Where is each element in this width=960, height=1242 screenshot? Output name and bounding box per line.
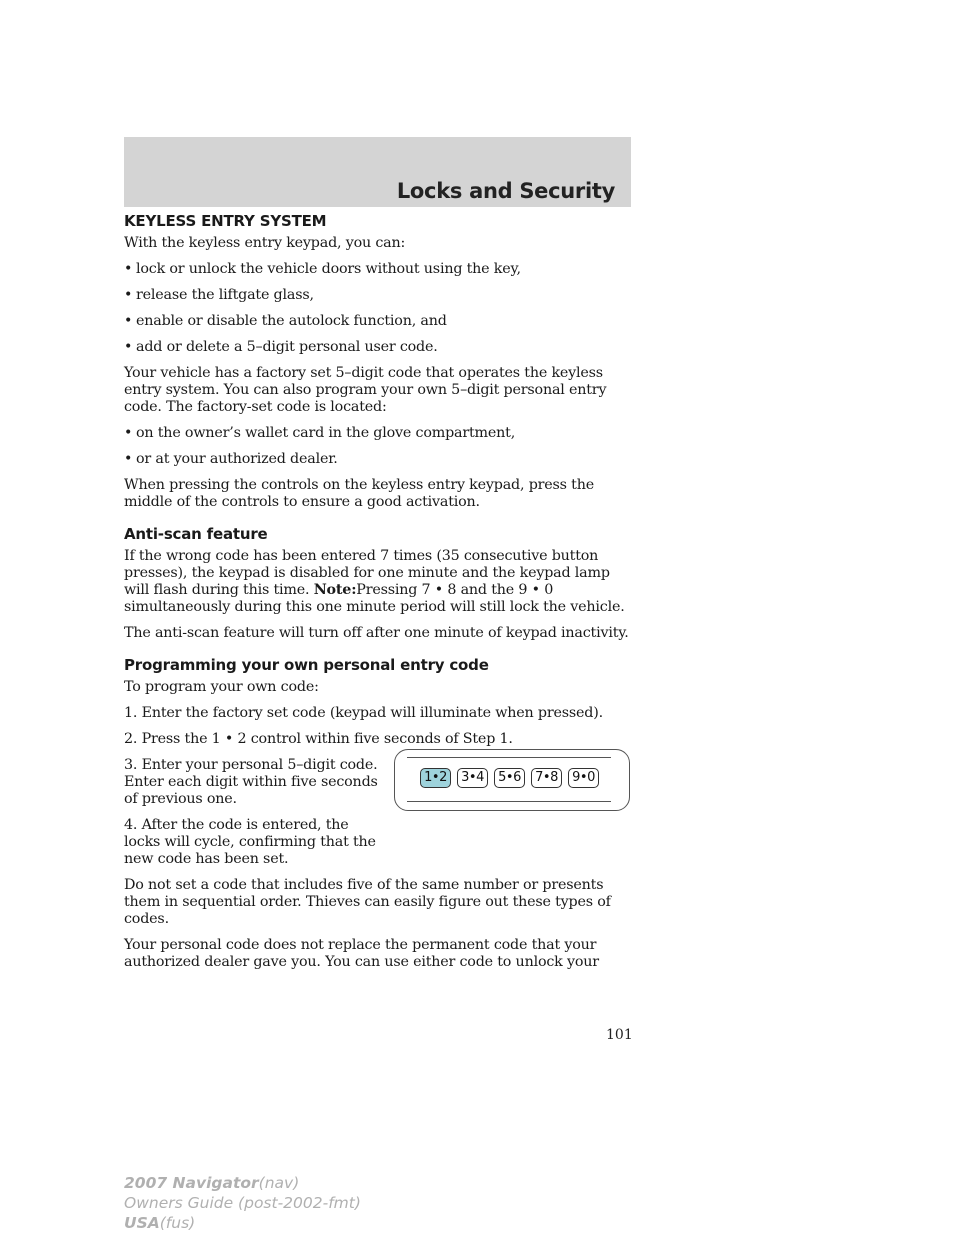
footer-model: 2007 Navigator: [124, 1174, 259, 1192]
header-band: [124, 137, 631, 207]
keypad-buttons: [420, 768, 599, 788]
heading-keyless-entry: KEYLESS ENTRY SYSTEM: [124, 212, 327, 230]
intro-text: With the keyless entry keypad, you can:: [124, 235, 406, 251]
page-number: 101: [606, 1027, 633, 1043]
keypad-key-1-2: 1•2: [420, 768, 451, 788]
keypad-key-5-6: 5•6: [494, 768, 525, 788]
anti-scan-paragraph: [124, 548, 636, 616]
keypad-key-9-0: 9•0: [568, 768, 599, 788]
heading-programming: Programming your own personal entry code: [124, 656, 489, 674]
footer: [124, 1173, 361, 1233]
page-content: [124, 212, 636, 980]
personal-code-paragraph: Your personal code does not replace the permanent code that your authorized dealer gave you. You can use either code to unlock your: [124, 937, 599, 970]
section-title: Locks and Security: [396, 179, 615, 203]
factory-code-paragraph: Your vehicle has a factory set 5–digit code that operates the keyless entry system. You can also program your own 5–digit personal entry code. The factory-set code is located:: [124, 365, 607, 415]
keypad-key-3-4: 3•4: [457, 768, 488, 788]
steps-with-figure: [124, 757, 636, 868]
footer-region-code: (fus): [159, 1214, 196, 1232]
anti-scan-inactivity-paragraph: The anti-scan feature will turn off after one minute of keypad inactivity.: [124, 625, 629, 641]
programming-intro: To program your own code:: [124, 679, 319, 695]
list-item: • add or delete a 5–digit personal user code.: [124, 339, 636, 356]
list-item: • or at your authorized dealer.: [124, 451, 636, 468]
keypad-top-trim: [407, 757, 611, 758]
code-location-list: [124, 425, 636, 468]
step-1: 1. Enter the factory set code (keypad will illuminate when pressed).: [124, 705, 603, 721]
footer-region: USA: [124, 1214, 160, 1232]
footer-model-code: (nav): [258, 1174, 300, 1192]
list-item: • on the owner’s wallet card in the glove compartment,: [124, 425, 636, 442]
keypad-key-7-8: 7•8: [531, 768, 562, 788]
anti-scan-text-a: If the wrong code has been entered 7 times (35 consecutive button presses), the keypad is disabled for one minute and the keypad lamp will flash during this time.: [124, 548, 610, 598]
feature-list: [124, 261, 636, 356]
footer-line-3: [124, 1213, 361, 1233]
step-2: 2. Press the 1 • 2 control within five seconds of Step 1.: [124, 731, 513, 747]
heading-anti-scan: Anti-scan feature: [124, 525, 268, 543]
footer-line-1: [124, 1173, 361, 1193]
list-item: • lock or unlock the vehicle doors without using the key,: [124, 261, 636, 278]
note-label: Note:: [313, 582, 357, 598]
code-warning-paragraph: Do not set a code that includes five of the same number or presents them in sequential order. Thieves can easily figure out these types of codes.: [124, 877, 611, 927]
keypad-illustration: [394, 749, 630, 811]
keypad-bottom-trim: [407, 801, 611, 802]
step-3: 3. Enter your personal 5–digit code. Enter each digit within five seconds of previous one.: [124, 757, 378, 807]
press-controls-paragraph: When pressing the controls on the keyless entry keypad, press the middle of the controls to ensure a good activation.: [124, 477, 594, 510]
footer-line-2: Owners Guide (post-2002-fmt): [124, 1194, 361, 1212]
step-4: 4. After the code is entered, the locks will cycle, confirming that the new code has been set.: [124, 817, 376, 867]
list-item: • enable or disable the autolock function, and: [124, 313, 636, 330]
list-item: • release the liftgate glass,: [124, 287, 636, 304]
anti-scan-text-b: Pressing 7 • 8 and the 9 • 0 simultaneously during this one minute period will still lock the vehicle.: [124, 582, 625, 615]
